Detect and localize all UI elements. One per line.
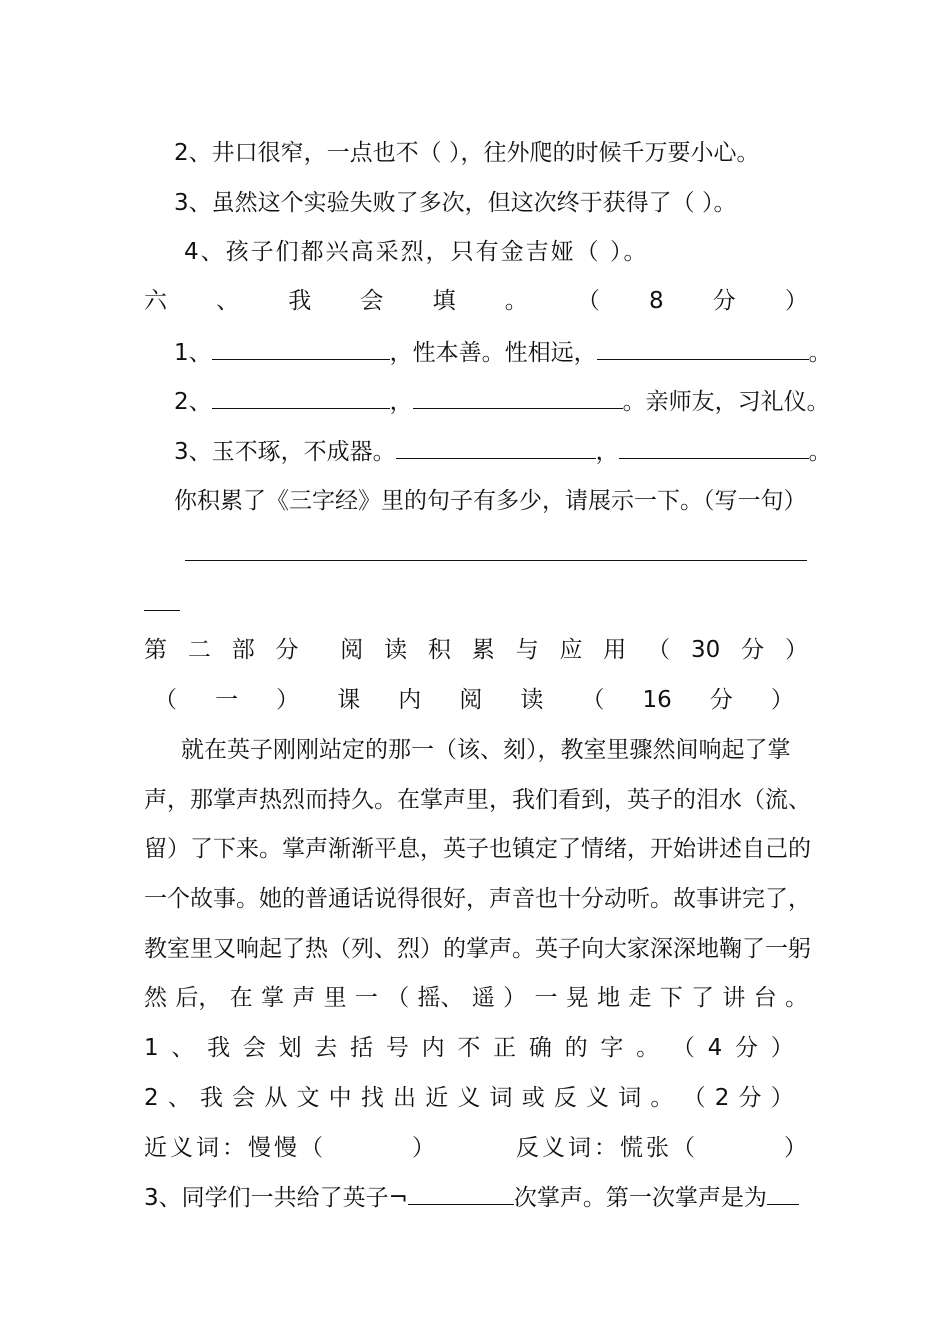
spaced-char: 地 — [597, 985, 621, 1011]
spaced-char: 8 — [648, 288, 664, 314]
spaced-char: ） — [784, 637, 808, 663]
reading-section-heading — [154, 683, 794, 717]
q6-3-comma: ， — [595, 439, 619, 465]
spaced-char: 4 — [707, 1035, 723, 1061]
spaced-char: ） — [770, 1085, 794, 1111]
spaced-char: 了 — [691, 985, 714, 1011]
spaced-char: 分 — [738, 1085, 762, 1111]
spaced-char: 不 — [457, 1035, 481, 1061]
synonym-close-paren: ） — [412, 1135, 435, 1161]
spaced-char: 近 — [425, 1085, 449, 1111]
spaced-char: 词 — [489, 1085, 513, 1111]
spaced-char: 分 — [735, 1035, 759, 1061]
spaced-char: 晃 — [565, 985, 589, 1011]
spaced-char: 去 — [314, 1035, 338, 1061]
spaced-char: 出 — [393, 1085, 417, 1111]
spaced-char: （ — [386, 985, 410, 1011]
spaced-char: 找 — [360, 1085, 384, 1111]
spaced-char: 内 — [421, 1035, 445, 1061]
question-6-2 — [174, 385, 830, 419]
spaced-char: 2 — [144, 1085, 159, 1111]
spaced-char: 30 — [690, 637, 721, 663]
spaced-char: 我 — [207, 1035, 231, 1061]
q3-text: 3、同学们一共给了英子¬ — [144, 1185, 408, 1211]
q3-text-continued: 次掌声。第一次掌声是为 — [513, 1185, 767, 1211]
spaced-char: 会 — [242, 1035, 266, 1061]
spaced-char: 与 — [515, 637, 539, 663]
spaced-char: 分 — [709, 687, 733, 713]
synonym-label: 近义词：慢慢（ — [144, 1135, 326, 1161]
spaced-char: 中 — [328, 1085, 352, 1111]
spaced-char: ） — [784, 288, 808, 314]
spaced-char: 、 — [216, 288, 240, 314]
spaced-char: 阅 — [459, 687, 483, 713]
answer-blank[interactable] — [619, 436, 809, 459]
answer-blank[interactable] — [212, 386, 390, 409]
spaced-char: （ — [154, 687, 177, 713]
spaced-char: 讲 — [722, 985, 746, 1011]
spaced-char: ） — [770, 687, 794, 713]
spaced-char: 正 — [493, 1035, 517, 1061]
spaced-char: 。 — [784, 985, 808, 1011]
spaced-char: 课 — [337, 687, 361, 713]
spaced-char: 走 — [628, 985, 652, 1011]
spaced-char: 2 — [714, 1085, 730, 1111]
spaced-char: 部 — [231, 637, 255, 663]
antonym-close-paren: ） — [784, 1135, 807, 1161]
spaced-char: 划 — [278, 1035, 302, 1061]
spaced-char: （ — [682, 1085, 706, 1111]
spaced-char: 。 — [636, 1035, 660, 1061]
spaced-char: 会 — [232, 1085, 256, 1111]
spaced-char: 义 — [457, 1085, 481, 1111]
spaced-char: 分 — [275, 637, 299, 663]
spaced-char: 字 — [600, 1035, 624, 1061]
passage-line: 就在英子刚刚站定的那一（该、刻），教室里骤然间响起了掌 — [181, 737, 791, 763]
reading-question-2-answers — [144, 1131, 807, 1165]
spaced-char: 。 — [650, 1085, 674, 1111]
spaced-char: 声 — [292, 985, 316, 1011]
spaced-char: 然 — [144, 985, 167, 1011]
spaced-char: 台 — [753, 985, 777, 1011]
spaced-char: ） — [770, 1035, 794, 1061]
spaced-char: 一 — [354, 985, 378, 1011]
spaced-char: 1 — [144, 1035, 159, 1061]
answer-blank[interactable] — [408, 1182, 514, 1205]
spaced-char: 二 — [187, 637, 211, 663]
q6-2-comma: ， — [389, 389, 413, 415]
spaced-char: 摇、 — [417, 985, 464, 1011]
reading-question-2 — [144, 1081, 794, 1115]
q6-1-end: 。 — [808, 340, 832, 366]
spaced-char: （ — [581, 687, 605, 713]
question-6-4: 你积累了《三字经》里的句子有多少，请展示一下。（写一句） — [174, 488, 807, 514]
spaced-char: 括 — [350, 1035, 374, 1061]
question-5-4: 4、孩子们都兴高采烈，只有金吉娅（ ）。 — [184, 239, 649, 265]
spaced-char: 分 — [712, 288, 736, 314]
spaced-char: 遥 — [471, 985, 495, 1011]
antonym-label: 反义词：慌张（ — [516, 1135, 698, 1161]
q6-2-number: 2、 — [174, 389, 212, 415]
answer-line-continued[interactable] — [144, 610, 180, 611]
spaced-char: （ — [671, 1035, 695, 1061]
passage-line: 声，那掌声热烈而持久。在掌声里，我们看到，英子的泪水（流、 — [144, 787, 811, 813]
answer-line[interactable] — [185, 560, 807, 561]
question-5-2: 2、井口很窄，一点也不（ ），往外爬的时候千万要小心。 — [174, 140, 760, 166]
q6-1-number: 1、 — [174, 340, 212, 366]
reading-question-1 — [144, 1031, 794, 1065]
spaced-char: 词 — [618, 1085, 642, 1111]
spaced-char: 填 — [432, 288, 456, 314]
spaced-char: 文 — [296, 1085, 320, 1111]
passage-line: 一个故事。她的普通话说得很好，声音也十分动听。故事讲完了， — [144, 886, 811, 912]
q6-3-end: 。 — [808, 439, 832, 465]
spaced-char: 内 — [398, 687, 422, 713]
section-6-heading — [144, 284, 808, 318]
spaced-char: （ — [647, 637, 671, 663]
spaced-char: （ — [576, 288, 600, 314]
spaced-char: 掌 — [260, 985, 284, 1011]
spaced-char: 的 — [564, 1035, 588, 1061]
spaced-char: 六 — [144, 288, 167, 314]
spaced-char: 在 — [229, 985, 253, 1011]
part-2-heading — [144, 633, 808, 667]
spaced-char: 分 — [741, 637, 765, 663]
spaced-char: 我 — [199, 1085, 223, 1111]
spaced-char: 里 — [323, 985, 347, 1011]
q6-2-text: 。亲师友，习礼仪。 — [622, 389, 830, 415]
question-6-3 — [174, 435, 832, 469]
passage-line: 留）了下来。掌声渐渐平息，英子也镇定了情绪，开始讲述自己的 — [144, 836, 811, 862]
answer-blank[interactable] — [212, 337, 390, 360]
spaced-char: 或 — [521, 1085, 545, 1111]
spaced-char: 一 — [215, 687, 239, 713]
spaced-char: 义 — [586, 1085, 610, 1111]
spaced-char: 第 — [144, 637, 167, 663]
question-5-3: 3、虽然这个实验失败了多次，但这次终于获得了（ ）。 — [174, 190, 737, 216]
passage-line — [144, 981, 808, 1015]
spaced-char: 阅 — [340, 637, 364, 663]
spaced-char: 一 — [534, 985, 558, 1011]
answer-blank[interactable] — [767, 1182, 799, 1205]
question-6-1 — [174, 336, 832, 370]
spaced-char: 我 — [288, 288, 312, 314]
answer-blank[interactable] — [413, 386, 623, 409]
spaced-char: 积 — [427, 637, 451, 663]
answer-blank[interactable] — [597, 337, 809, 360]
spaced-char: ） — [503, 985, 527, 1011]
spaced-char: 从 — [264, 1085, 288, 1111]
q6-1-text: ，性本善。性相远， — [389, 340, 597, 366]
spaced-char: 累 — [471, 637, 495, 663]
reading-question-3 — [144, 1181, 808, 1215]
spaced-char: 确 — [528, 1035, 552, 1061]
spaced-char: 16 — [642, 687, 672, 713]
answer-blank[interactable] — [396, 436, 596, 459]
spaced-char: 应 — [559, 637, 583, 663]
spaced-char: 、 — [167, 1085, 191, 1111]
spaced-char: 用 — [603, 637, 627, 663]
spaced-char: 后， — [175, 985, 222, 1011]
spaced-char: 。 — [504, 288, 528, 314]
q6-3-text: 3、玉不琢，不成器。 — [174, 439, 396, 465]
spaced-char: 会 — [360, 288, 384, 314]
passage-line: 教室里又响起了热（列、烈）的掌声。英子向大家深深地鞠了一躬 — [144, 936, 811, 962]
spaced-char: 反 — [553, 1085, 577, 1111]
spaced-char: 号 — [385, 1035, 409, 1061]
spaced-char: 、 — [171, 1035, 195, 1061]
spaced-char: ） — [276, 687, 300, 713]
spaced-char: 读 — [384, 637, 408, 663]
spaced-char: 下 — [659, 985, 683, 1011]
spaced-char: 读 — [520, 687, 544, 713]
